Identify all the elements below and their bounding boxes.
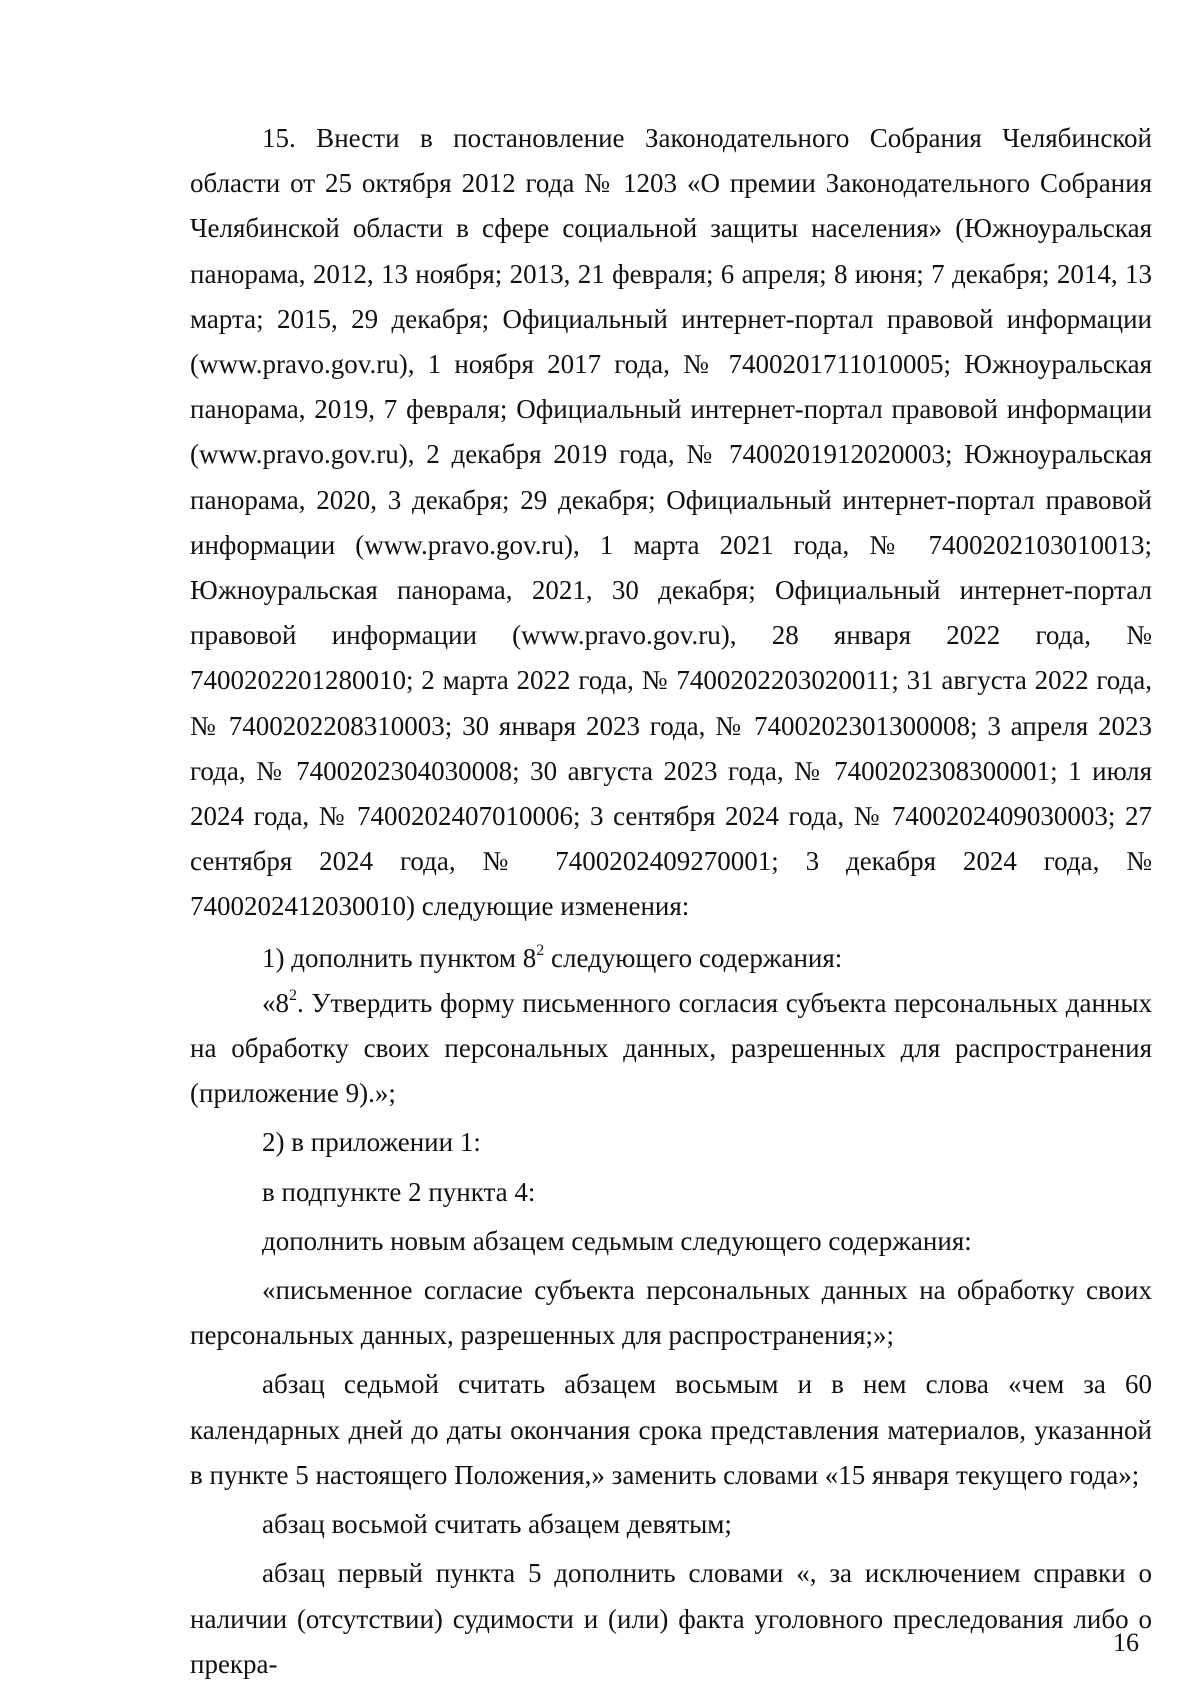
- paragraph-eighth-to-ninth: абзац восьмой считать абзацем девятым;: [262, 1509, 732, 1540]
- document-body: [190, 116, 1152, 1687]
- quoted-point-text-before: «8: [262, 987, 289, 1018]
- item-1-superscript: 2: [536, 941, 545, 959]
- paragraph-item-2: 2) в приложении 1:: [262, 1127, 481, 1158]
- item-1-text-before: 1) дополнить пунктом 8: [262, 942, 537, 973]
- paragraph-seventh-to-eighth: абзац седьмой считать абзацем восьмым и в нем слова «чем за 60 календарных дней до даты окончания срока представления материалов, указанной в пункте 5 настоящего Положения,» заменить словами «15 января текущего года»;: [190, 1369, 1152, 1490]
- paragraph-quoted-written-consent: «письменное согласие субъекта персональных данных на обработку своих персональных данных, разрешенных для распространения;»;: [190, 1275, 1152, 1351]
- item-1-text-after: следующего содержания:: [544, 942, 843, 973]
- paragraph-quoted-point-8-2: [190, 981, 1152, 1117]
- paragraph-item-1: [190, 936, 1152, 981]
- page-number: 16: [1113, 1628, 1139, 1657]
- quoted-point-text-after: . Утвердить форму письменного согласия субъекта персональных данных на обработку своих персональных данных, разрешенных для распространения (приложение 9).»;: [190, 987, 1152, 1109]
- paragraph-add-seventh-abzac: дополнить новым абзацем седьмым следующего содержания:: [262, 1225, 972, 1256]
- paragraph-subpoint-2-point-4: в подпункте 2 пункта 4:: [262, 1176, 536, 1207]
- paragraph-amendment-intro: 15. Внести в постановление Законодательного Собрания Челябинской области от 25 октября 2012 года № 1203 «О премии Законодательного Собрания Челябинской области в сфере социальной защиты населения» (Южноуральская панорама, 2012, 13 ноября; 2013, 21 февраля; 6 апреля; 8 июня; 7 декабря; 2014, 13 марта; 2015, 29 декабря; Официальный интернет-портал правовой информации (www.pravo.gov.ru), 1 ноября 2017 года, № 7400201711010005; Южноуральская панорама, 2019, 7 февраля; Официальный интернет-портал правовой информации (www.pravo.gov.ru), 2 декабря 2019 года, № 7400201912020003; Южноуральская панорама, 2020, 3 декабря; 29 декабря; Официальный интернет-портал правовой информации (www.pravo.gov.ru), 1 марта 2021 года, № 7400202103010013; Южноуральская панорама, 2021, 30 декабря; Официальный интернет-портал правовой информации (www.pravo.gov.ru), 28 января 2022 года, № 7400202201280010; 2 марта 2022 года, № 7400202203020011; 31 августа 2022 года, № 7400202208310003; 30 января 2023 года, № 7400202301300008; 3 апреля 2023 года, № 7400202304030008; 30 августа 2023 года, № 7400202308300001; 1 июля 2024 года, № 7400202407010006; 3 сентября 2024 года, № 7400202409030003; 27 сентября 2024 года, № 7400202409270001; 3 декабря 2024 года, № 7400202412030010) следующие изменения:: [190, 123, 1152, 922]
- paragraph-point-5-addition: абзац первый пункта 5 дополнить словами «, за исключением справки о наличии (отсутствии) судимости и (или) факта уголовного преследования либо о прекра-: [190, 1558, 1152, 1679]
- quoted-point-superscript: 2: [289, 986, 297, 1004]
